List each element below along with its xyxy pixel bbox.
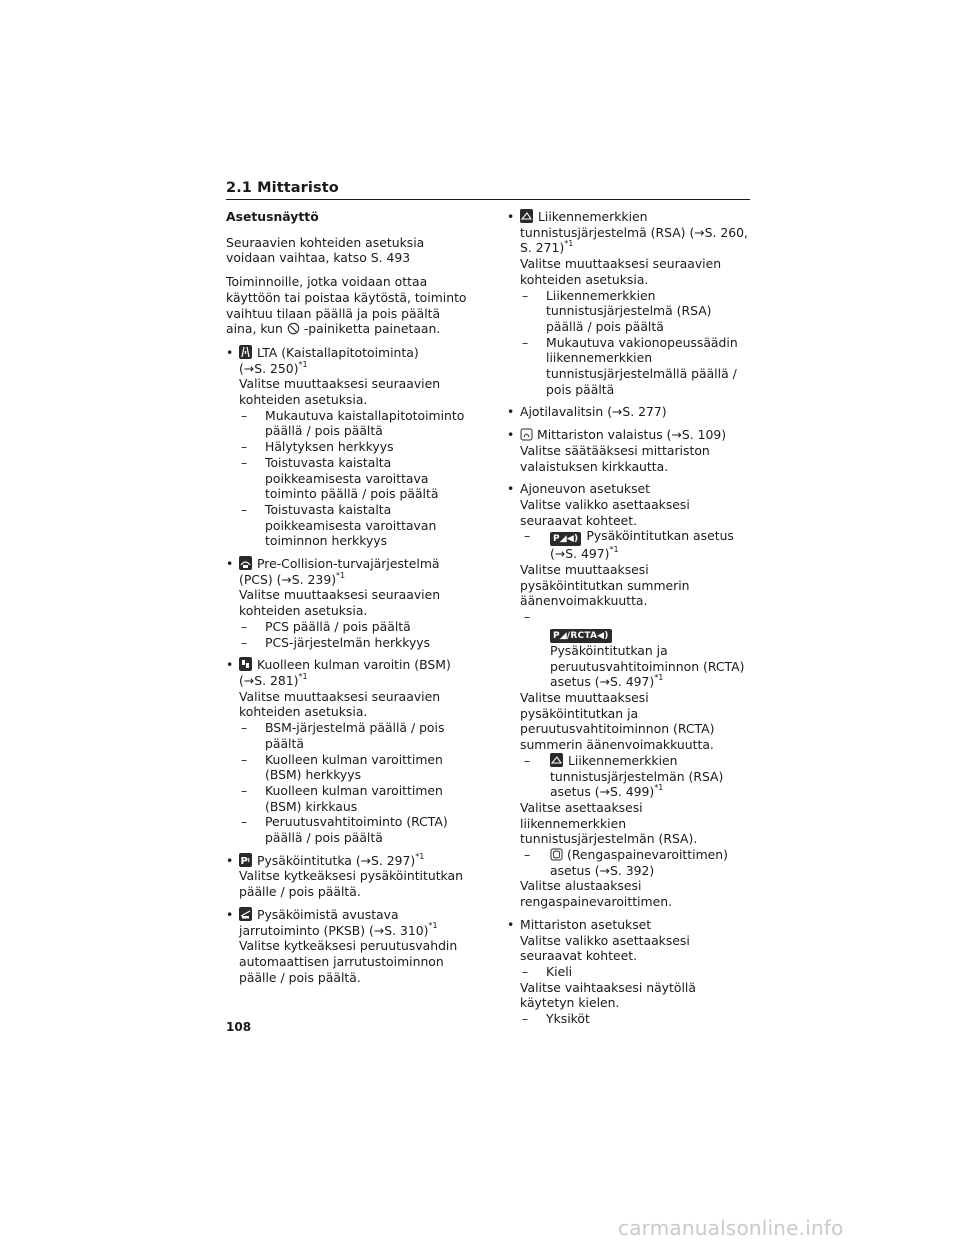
svg-text:P: P [240,855,248,867]
section-title: 2.1 Mittaristo [226,180,339,196]
page-number: 108 [226,1020,252,1034]
list-item-pksb: • Pysäköimistä avustava jarrutoiminto (PKSB) (→S. 310)$^{*1}$ Valitse kytkeäksesi peruutusvahdin automaattisen jarrutustoiminnon päälle / pois päältä. [226,906,458,985]
list-item-parking-sensor: • P Pysäköintitutka (→S. 297)$^{*1}$ Valitse kytkeäksesi pysäköintitutkan päälle / pois päältä. [226,851,463,900]
list-item-rsa: • Liikennemerkkien tunnistusjärjestelmä (RSA) (→S. 260, S. 271)$^{*1}$ Valitse muuttaaksesi seuraavien kohteiden asetuksia. – Liikennemerkkien tunnistusjärjestelmä (RSA) päällä / pois päältä – Mukautuva vakionopeussäädin liikennemerkkien tunnistusjärjestelmällä päällä / pois päältä [507,209,748,397]
pksb-icon [239,907,252,921]
rsa-setting-icon [550,753,563,767]
ok-button-icon [287,322,300,335]
pcs-icon [239,556,252,570]
list-item-lta: • LTA (Kaistallapitotoiminta) (→S. 250)$^{*1}$ Valitse muuttaaksesi seuraavien kohteiden asetuksia. – Mukautuva kaistallapitotoiminto päällä / pois päältä – Hälytyksen herkkyys – Toistuvasta kaistalta poikkeamisesta varoittava toiminto päällä / pois päältä – Toistuvasta kaistalta poikkeamisesta varoittavan toiminnon herkkyys [226,344,465,549]
list-item-vehicle-settings: • Ajoneuvon asetukset Valitse valikko asettaaksesi seuraavat kohteet. – P◢◀) Pysäköintitutkan asetus (→S. 497)$^{*1}$ Valitse muuttaaksesi pysäköintitutkan summerin äänenvoimakkuutta. – P◢/RCTA◀) Pysäköintitutkan ja peruutusvahtitoiminnon (RCTA) asetus (→S. 497)$^{*1}$ Valitse muuttaaksesi pysäköintitutkan ja peruutusvahtitoiminnon (RCTA) summerin äänenvoimakkuutta. – Liikennemerkkien tunnistusjärjestelmän (RSA) asetus (→S. 499)$^{*1}$ Valitse asettaaksesi liikennemerkkien tunnistusjärjestelmän (RSA). – (Rengaspainevaroittimen) asetus (→S. 392) Valitse alustaaksesi rengaspainevaroittimen. [507,481,745,910]
list-item-meter-settings: • Mittariston asetukset Valitse valikko asettaaksesi seuraavat kohteet. – Kieli Valitse vaihtaaksesi näytöllä käytetyn kielen. – Yksiköt [507,916,696,1027]
list-item-meter-lighting: • Mittariston valaistus (→S. 109) Valitse säätääksesi mittariston valaistuksen kirkkautta. [507,427,727,474]
right-column [507,209,750,1034]
rcta-sound-icon: P◢/RCTA◀) [550,629,612,643]
parking-sound-icon: P◢◀) [550,532,581,546]
lta-icon [239,345,252,359]
section-divider [226,199,750,200]
bsm-icon [239,657,252,671]
intro-paragraph: Seuraavien kohteiden asetuksia voidaan vaihtaa, katso S. 493 [226,234,425,266]
parking-sensor-icon [239,853,252,867]
watermark: carmanualsonline.info [618,1216,844,1240]
brightness-icon [520,428,533,441]
toggle-paragraph: Toiminnoille, jotka voidaan ottaa käyttöön tai poistaa käytöstä, toiminto vaihtuu tilaan päällä ja pois päältä aina, kun -painiketta painetaan. [226,274,467,337]
rsa-icon [520,209,533,223]
left-column [226,209,468,992]
list-item-drive-mode: • Ajotilavalitsin (→S. 277) [507,404,667,420]
settings-heading: Asetusnäyttö [226,209,319,224]
list-item-bsm: • Kuolleen kulman varoitin (BSM) (→S. 281)$^{*1}$ Valitse muuttaaksesi seuraavien kohteiden asetuksia. – BSM-järjestelmä päällä / pois päältä – Kuolleen kulman varoittimen (BSM) herkkyys – Kuolleen kulman varoittimen (BSM) kirkkaus – Peruutusvahtitoiminto (RCTA) päällä / pois päältä [226,657,451,846]
list-item-pcs: • Pre-Collision-turvajärjestelmä (PCS) (→S. 239)$^{*1}$ Valitse muuttaaksesi seuraavien kohteiden asetuksia. – PCS päällä / pois päältä – PCS-järjestelmän herkkyys [226,556,441,650]
tire-pressure-icon [550,848,563,861]
